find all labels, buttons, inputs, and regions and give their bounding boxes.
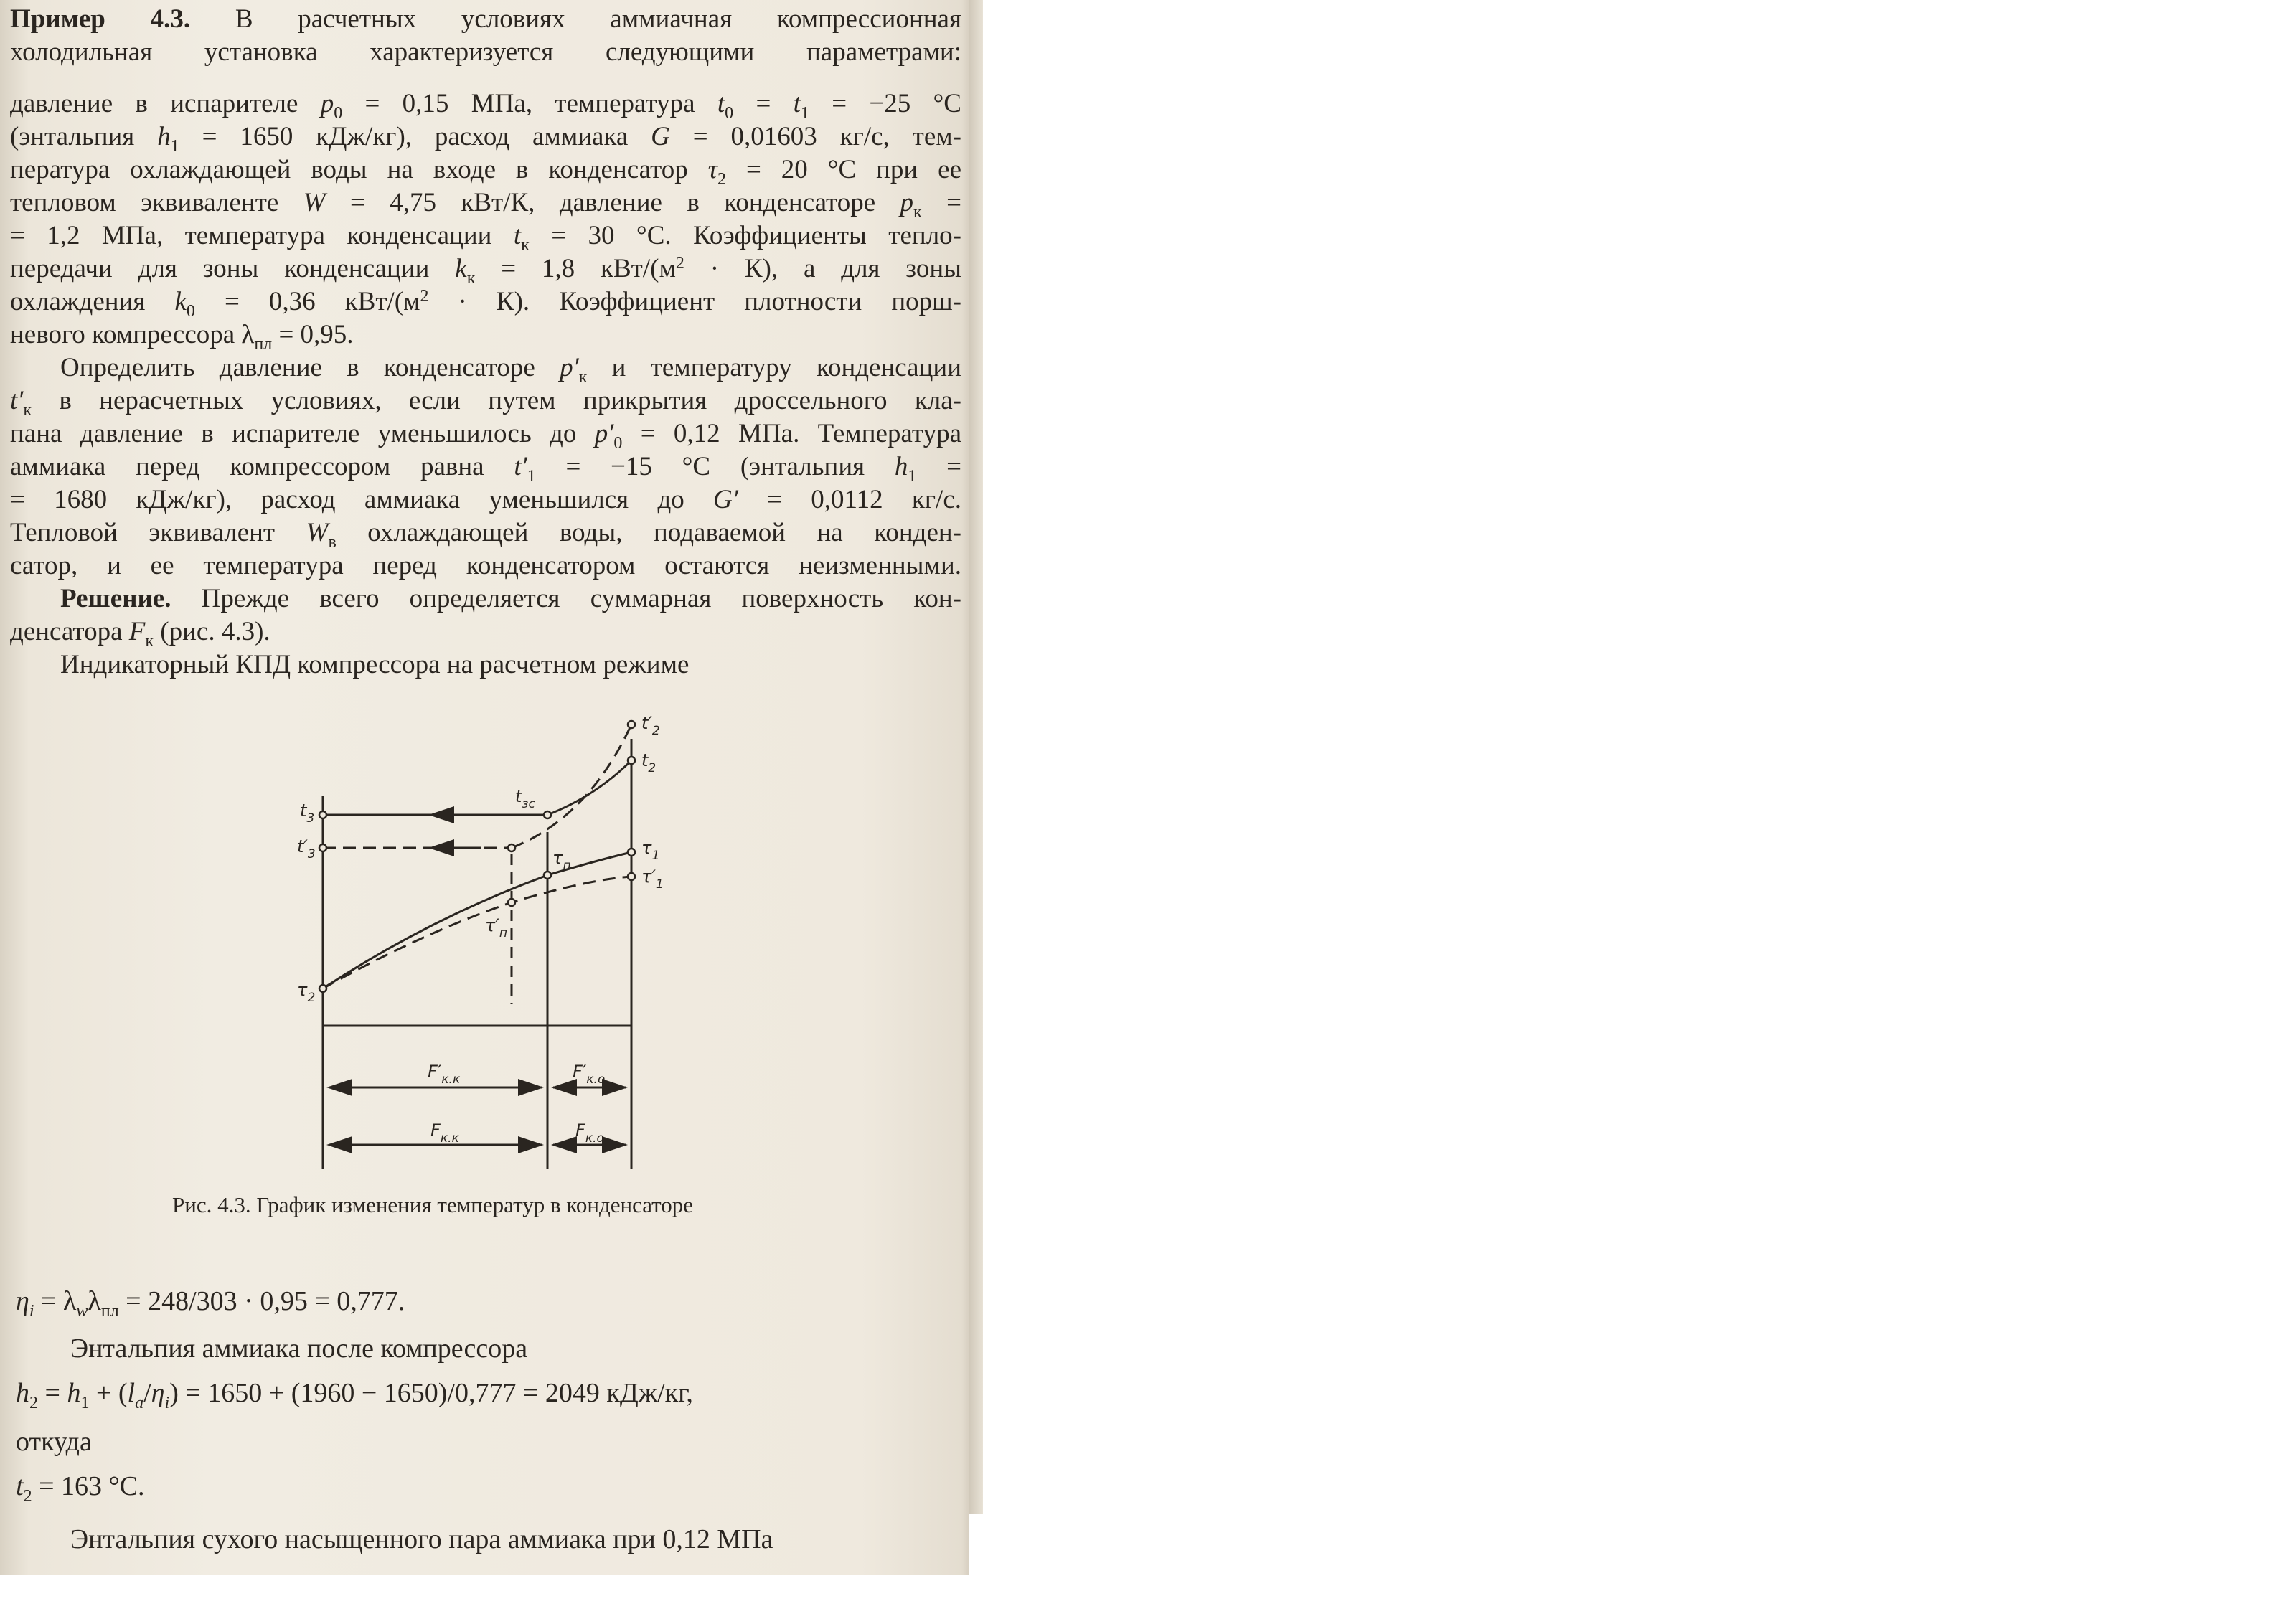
text-run: 2 bbox=[717, 170, 726, 189]
text-run: = 1650 кДж/кг), расход аммиака bbox=[179, 122, 651, 151]
text-run: l bbox=[127, 1378, 136, 1408]
text-run: i bbox=[29, 1302, 34, 1321]
label-tau-1: $\tau_1$ bbox=[641, 838, 660, 863]
text-run: к bbox=[521, 236, 530, 255]
formula-line bbox=[70, 1522, 773, 1557]
label-f-kk-prime: $F'_{к.к}$ bbox=[428, 1062, 461, 1087]
text-run: охлаждающей воды, подаваемой на конден- bbox=[336, 518, 961, 547]
text-run: Энтальпия сухого насыщенного пара аммиака при 0,12 МПа bbox=[70, 1524, 773, 1554]
text-run: = 0,12 МПа. Температура bbox=[622, 419, 961, 448]
text-run: η bbox=[151, 1378, 165, 1408]
text-run: τ bbox=[707, 155, 717, 184]
text-run: к bbox=[466, 269, 476, 288]
water-temperature-curve bbox=[323, 852, 631, 988]
text-run: = 0,36 кВт/(м bbox=[194, 287, 420, 316]
label-f-ko-prime: $F'_{к.о}$ bbox=[573, 1062, 606, 1087]
text-run: = 20 °С при ее bbox=[726, 155, 961, 184]
text-line bbox=[10, 384, 961, 420]
label-f-ko: $F_{к.о}$ bbox=[575, 1120, 604, 1146]
text-run: 1 bbox=[527, 467, 536, 486]
text-run: в нерасчетных условиях, если путем прикрытия дроссельного кла- bbox=[32, 386, 961, 415]
text-run: G′ bbox=[713, 485, 738, 514]
text-run: 0 bbox=[186, 302, 195, 321]
text-run: к bbox=[913, 203, 922, 222]
text-run: 0 bbox=[334, 104, 343, 123]
text-run: t bbox=[717, 89, 725, 118]
point-t3c bbox=[544, 811, 551, 818]
point-tau-n-prime bbox=[508, 899, 515, 906]
text-run: h bbox=[16, 1378, 29, 1408]
text-line bbox=[10, 285, 961, 321]
point-t3-prime bbox=[319, 844, 326, 851]
text-run: к bbox=[145, 632, 154, 651]
label-t2: $t_2$ bbox=[641, 750, 657, 775]
text-run: охлаждения bbox=[10, 287, 175, 316]
text-run: Прежде всего определяется суммарная поверхность кон- bbox=[171, 584, 961, 613]
text-line bbox=[10, 88, 961, 121]
point-t3 bbox=[319, 811, 326, 818]
text-line bbox=[10, 154, 961, 187]
formula-line bbox=[16, 1284, 405, 1321]
text-run: 2 bbox=[420, 287, 429, 306]
text-run: ) = 1650 + (1960 − 1650)/0,777 = 2049 кДж/кг, bbox=[169, 1378, 693, 1408]
text-run: пана давление в испарителе уменьшилось до bbox=[10, 419, 595, 448]
scanned-page bbox=[0, 0, 969, 1575]
text-run: передачи для зоны конденсации bbox=[10, 254, 456, 283]
text-run: = −25 °С bbox=[809, 89, 961, 118]
formula-line bbox=[16, 1469, 145, 1506]
text-run: = bbox=[38, 1378, 67, 1408]
text-run: (энтальпия bbox=[10, 122, 158, 151]
text-run: w bbox=[76, 1302, 88, 1321]
label-tau-n-prime: $\tau'_п$ bbox=[485, 915, 508, 940]
text-run: 2 bbox=[675, 254, 684, 273]
text-run: p′ bbox=[594, 419, 614, 448]
text-run: 1 bbox=[80, 1394, 90, 1412]
text-run: W bbox=[306, 518, 329, 547]
label-tau-1-prime: $\tau'_1$ bbox=[641, 867, 664, 892]
point-tau-1-prime bbox=[628, 873, 635, 880]
text-run: t bbox=[16, 1471, 24, 1501]
text-run: к bbox=[23, 401, 32, 420]
label-f-kk: $F_{к.к}$ bbox=[430, 1120, 459, 1146]
text-line bbox=[10, 187, 961, 222]
text-run: t bbox=[513, 221, 522, 250]
point-t2-prime bbox=[628, 721, 635, 728]
text-run: и температуру конденсации bbox=[587, 353, 961, 382]
text-run: h bbox=[894, 452, 908, 481]
label-t3: $t_3$ bbox=[300, 801, 315, 826]
t2-cooling-curve bbox=[547, 760, 631, 815]
label-t3c: $t_{зс}$ bbox=[515, 786, 535, 811]
label-t2-prime: $t'_2$ bbox=[641, 713, 660, 738]
point-t2 bbox=[628, 757, 635, 764]
text-run: · К), а для зоны bbox=[684, 254, 961, 283]
text-run: пл bbox=[254, 335, 273, 354]
text-run: в bbox=[328, 533, 337, 552]
text-run: холодильная установка характеризуется следующими параметрами: bbox=[10, 37, 961, 67]
page-edge bbox=[969, 0, 983, 1514]
text-run: p bbox=[900, 188, 914, 217]
text-run: = 163 °С. bbox=[32, 1471, 145, 1501]
text-run: G bbox=[651, 122, 670, 151]
text-run: W bbox=[303, 188, 326, 217]
text-run: = 248/303 · 0,95 = 0,777. bbox=[118, 1286, 405, 1316]
text-run: = 1,8 кВт/(м bbox=[475, 254, 676, 283]
figure-caption: Рис. 4.3. График изменения температур в конденсаторе bbox=[172, 1192, 694, 1217]
text-run: = 0,15 МПа, температура bbox=[342, 89, 717, 118]
text-run: t′ bbox=[514, 452, 527, 481]
text-run: невого компрессора λ bbox=[10, 320, 255, 349]
text-run: (рис. 4.3). bbox=[154, 617, 270, 646]
text-run: η bbox=[16, 1286, 29, 1316]
text-run: Индикаторный КПД компрессора на расчетном режиме bbox=[60, 650, 690, 679]
text-run: откуда bbox=[16, 1427, 92, 1457]
text-run: = 0,0112 кг/с. bbox=[738, 485, 961, 514]
text-run: p′ bbox=[560, 353, 579, 382]
text-run: Определить давление в конденсаторе bbox=[60, 353, 560, 382]
text-run: = 1,2 МПа, температура конденсации bbox=[10, 221, 514, 250]
text-run: давление в испарителе bbox=[10, 89, 321, 118]
text-run: Пример 4.3. bbox=[10, 4, 191, 34]
text-line bbox=[10, 516, 961, 552]
text-run: = −15 °С (энтальпия bbox=[535, 452, 895, 481]
label-tau-n: $\tau_п$ bbox=[552, 848, 571, 873]
text-line bbox=[60, 351, 961, 387]
text-run: t bbox=[793, 89, 801, 118]
text-run: h bbox=[157, 122, 171, 151]
condenser-temperature-diagram bbox=[287, 710, 689, 1169]
text-run: = bbox=[921, 188, 961, 217]
text-run: 1 bbox=[908, 467, 917, 486]
text-run: Энтальпия аммиака после компрессора bbox=[70, 1333, 528, 1364]
text-run: k bbox=[174, 287, 187, 316]
text-line bbox=[10, 549, 961, 582]
t2-prime-cooling-curve bbox=[512, 724, 631, 848]
text-line bbox=[10, 483, 961, 516]
text-run: 1 bbox=[170, 137, 179, 156]
text-run: = bbox=[733, 89, 794, 118]
text-run: t′ bbox=[10, 386, 24, 415]
text-line bbox=[60, 648, 961, 681]
text-run: 2 bbox=[23, 1487, 32, 1506]
text-run: сатор, и ее температура перед конденсатором остаются неизменными. bbox=[10, 551, 961, 580]
text-run: 2 bbox=[29, 1394, 38, 1412]
text-line bbox=[10, 219, 961, 255]
text-line bbox=[10, 3, 961, 36]
text-run: i bbox=[164, 1394, 170, 1412]
text-run: 0 bbox=[613, 434, 623, 453]
text-run: 1 bbox=[800, 104, 809, 123]
text-run: + ( bbox=[89, 1378, 128, 1408]
text-run: аммиака перед компрессором равна bbox=[10, 452, 514, 481]
text-line bbox=[10, 450, 962, 486]
text-run: p bbox=[320, 89, 334, 118]
text-line bbox=[10, 121, 961, 154]
text-run: тепловом эквиваленте bbox=[10, 188, 303, 217]
text-line bbox=[10, 252, 961, 288]
text-run: = 1680 кДж/кг), расход аммиака уменьшился до bbox=[10, 485, 714, 514]
text-run: · К). Коэффициент плотности порш- bbox=[428, 287, 961, 316]
text-line bbox=[60, 582, 961, 615]
water-temperature-prime-curve bbox=[323, 877, 631, 988]
text-run: λ bbox=[88, 1286, 101, 1316]
text-run: a bbox=[135, 1394, 144, 1412]
text-run: пл bbox=[100, 1302, 119, 1321]
text-run: k bbox=[455, 254, 467, 283]
text-run: = bbox=[916, 452, 962, 481]
label-tau-2: $\tau_2$ bbox=[297, 980, 316, 1005]
text-run: 0 bbox=[725, 104, 734, 123]
text-line bbox=[10, 615, 961, 651]
text-run: = λ bbox=[34, 1286, 77, 1316]
text-run: / bbox=[143, 1378, 151, 1408]
formula-line bbox=[70, 1331, 527, 1366]
text-run: пература охлаждающей воды на входе в конденсатор bbox=[10, 155, 708, 184]
text-run: к bbox=[578, 368, 588, 387]
label-t3-prime: $t'_3$ bbox=[297, 836, 316, 861]
text-run: Решение. bbox=[60, 584, 171, 613]
text-run: В расчетных условиях аммиачная компрессионная bbox=[190, 4, 961, 34]
text-run: = 4,75 кВт/К, давление в конденсаторе bbox=[325, 188, 900, 217]
text-run: = 0,01603 кг/с, тем- bbox=[669, 122, 961, 151]
text-run: F bbox=[128, 617, 146, 646]
text-run: h bbox=[67, 1378, 81, 1408]
point-t3c-prime bbox=[508, 844, 515, 851]
text-run: денсатора bbox=[10, 617, 129, 646]
text-run: = 0,95. bbox=[272, 320, 354, 349]
text-run: = 30 °С. Коэффициенты тепло- bbox=[529, 221, 961, 250]
text-run: Тепловой эквивалент bbox=[10, 518, 306, 547]
text-line bbox=[10, 36, 961, 69]
text-line bbox=[10, 417, 961, 453]
formula-line bbox=[16, 1376, 693, 1410]
text-line bbox=[10, 318, 961, 354]
point-tau-1 bbox=[628, 849, 635, 856]
point-tau-n bbox=[544, 872, 551, 879]
formula-line bbox=[16, 1425, 92, 1459]
point-tau-2 bbox=[319, 985, 326, 992]
